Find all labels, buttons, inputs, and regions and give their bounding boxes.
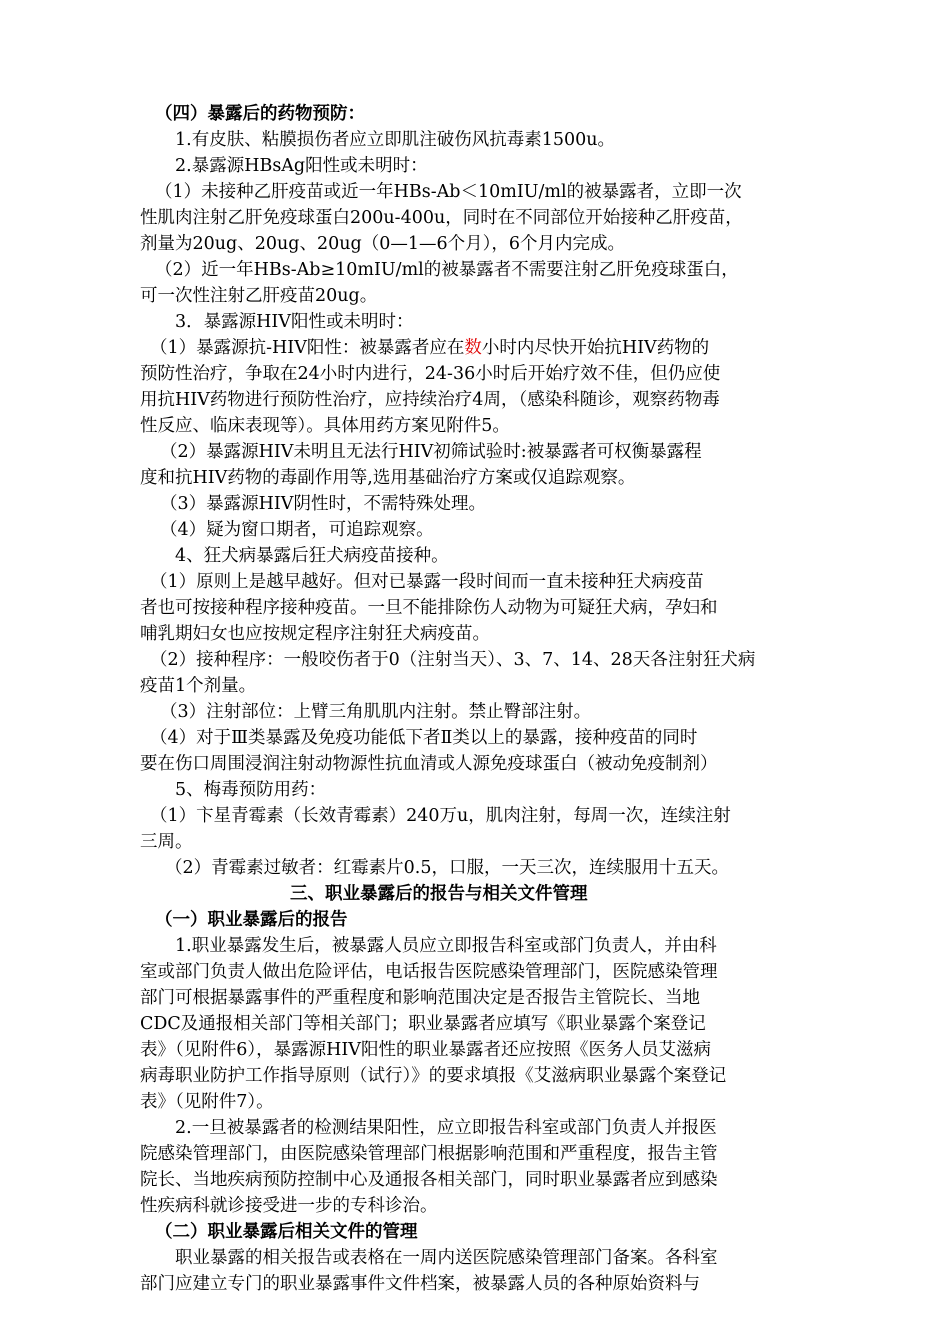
paragraph-line: 可一次性注射乙肝疫苗20ug。: [140, 286, 378, 306]
paragraph-line: 要在伤口周围浸润注射动物源性抗血清或人源免疫球蛋白（被动免疫制剂）: [140, 754, 718, 774]
paragraph-line: （4）疑为窗口期者，可追踪观察。: [160, 520, 434, 540]
heading-drug-prevention: （四）暴露后的药物预防：: [155, 104, 365, 124]
subsection-title: （二）职业暴露后相关文件的管理: [155, 1222, 418, 1242]
paragraph-line: （4）对于Ⅲ类暴露及免疫功能低下者Ⅱ类以上的暴露，接种疫苗的同时: [150, 728, 698, 748]
line-text: （1）暴露源抗-HIV阳性：被暴露者应在: [150, 338, 465, 358]
paragraph-line: 表》（见附件7）。: [140, 1092, 274, 1112]
paragraph-line: （2）接种程序：一般咬伤者于0（注射当天）、3、7、14、28天各注射狂犬病: [150, 650, 756, 670]
paragraph-line: （2）近一年HBs-Ab≥10mIU/ml的被暴露者不需要注射乙肝免疫球蛋白，: [155, 260, 739, 280]
paragraph-line: 表》（见附件6），暴露源HIV阳性的职业暴露者还应按照《医务人员艾滋病: [140, 1040, 711, 1060]
paragraph-line: 性反应、临床表现等）。具体用药方案见附件5。: [140, 416, 510, 436]
paragraph-line: 者也可按接种程序接种疫苗。一旦不能排除伤人动物为可疑狂犬病，孕妇和: [140, 598, 718, 618]
paragraph-line: 职业暴露的相关报告或表格在一周内送医院感染管理部门备案。各科室: [175, 1248, 718, 1268]
paragraph-line: 性疾病科就诊接受进一步的专科诊治。: [140, 1196, 438, 1216]
section-title: 三、职业暴露后的报告与相关文件管理: [290, 884, 588, 904]
paragraph-line: （2）暴露源HIV未明且无法行HIV初筛试验时:被暴露者可权衡暴露程: [160, 442, 702, 462]
paragraph-line: 用抗HIV药物进行预防性治疗，应持续治疗4周，（感染科随诊，观察药物毒: [140, 390, 720, 410]
paragraph-line: 1.有皮肤、粘膜损伤者应立即肌注破伤风抗毒素1500u。: [175, 130, 616, 150]
paragraph-line: 4、狂犬病暴露后狂犬病疫苗接种。: [175, 546, 449, 566]
paragraph-line: 部门应建立专门的职业暴露事件文件档案，被暴露人员的各种原始资料与: [140, 1274, 700, 1294]
line-text: 小时内尽快开始抗HIV药物的: [481, 338, 710, 358]
paragraph-line: 剂量为20ug、20ug、20ug（0—1—6个月），6个月内完成。: [140, 234, 626, 254]
paragraph-line: （1）未接种乙肝疫苗或近一年HBs-Ab＜10mIU/ml的被暴露者，立即一次: [155, 182, 742, 202]
paragraph-line: 性肌肉注射乙肝免疫球蛋白200u-400u，同时在不同部位开始接种乙肝疫苗，: [140, 208, 743, 228]
paragraph-line: （1）原则上是越早越好。但对已暴露一段时间而一直未接种狂犬病疫苗: [150, 572, 704, 592]
paragraph-line: 部门可根据暴露事件的严重程度和影响范围决定是否报告主管院长、当地: [140, 988, 700, 1008]
paragraph-line: 预防性治疗，争取在24小时内进行，24-36小时后开始疗效不佳，但仍应使: [140, 364, 721, 384]
highlighted-word: 数: [464, 338, 482, 358]
paragraph-line: 院感染管理部门，由医院感染管理部门根据影响范围和严重程度，报告主管: [140, 1144, 718, 1164]
paragraph-line: 病毒职业防护工作指导原则（试行）》的要求填报《艾滋病职业暴露个案登记: [140, 1066, 727, 1086]
paragraph-line: 度和抗HIV药物的毒副作用等,选用基础治疗方案或仅追踪观察。: [140, 468, 636, 488]
paragraph-line: 疫苗1个剂量。: [140, 676, 257, 696]
paragraph-line: （2）青霉素过敏者：红霉素片0.5，口服，一天三次，连续服用十五天。: [165, 858, 729, 878]
paragraph-line: 哺乳期妇女也应按规定程序注射狂犬病疫苗。: [140, 624, 490, 644]
paragraph-line: 2.一旦被暴露者的检测结果阳性，应立即报告科室或部门负责人并报医: [175, 1118, 717, 1138]
paragraph-line: （3）注射部位：上臂三角肌肌内注射。禁止臀部注射。: [160, 702, 592, 722]
paragraph-line: 1.职业暴露发生后，被暴露人员应立即报告科室或部门负责人，并由科: [175, 936, 717, 956]
paragraph-line: 5、梅毒预防用药：: [175, 780, 327, 800]
paragraph-line: （3）暴露源HIV阴性时，不需特殊处理。: [160, 494, 486, 514]
paragraph-line: 室或部门负责人做出危险评估，电话报告医院感染管理部门，医院感染管理: [140, 962, 718, 982]
subsection-title: （一）职业暴露后的报告: [155, 910, 348, 930]
paragraph-line: 2.暴露源HBsAg阳性或未明时：: [175, 156, 428, 176]
paragraph-line: 院长、当地疾病预防控制中心及通报各相关部门，同时职业暴露者应到感染: [140, 1170, 718, 1190]
paragraph-line: CDC及通报相关部门等相关部门；职业暴露者应填写《职业暴露个案登记: [140, 1014, 706, 1034]
paragraph-line: [150, 335, 846, 361]
paragraph-line: 3．暴露源HIV阳性或未明时：: [175, 312, 414, 332]
paragraph-line: （1）卞星青霉素（长效青霉素）240万u，肌肉注射，每周一次，连续注射: [150, 806, 731, 826]
paragraph-line: 三周。: [140, 832, 193, 852]
